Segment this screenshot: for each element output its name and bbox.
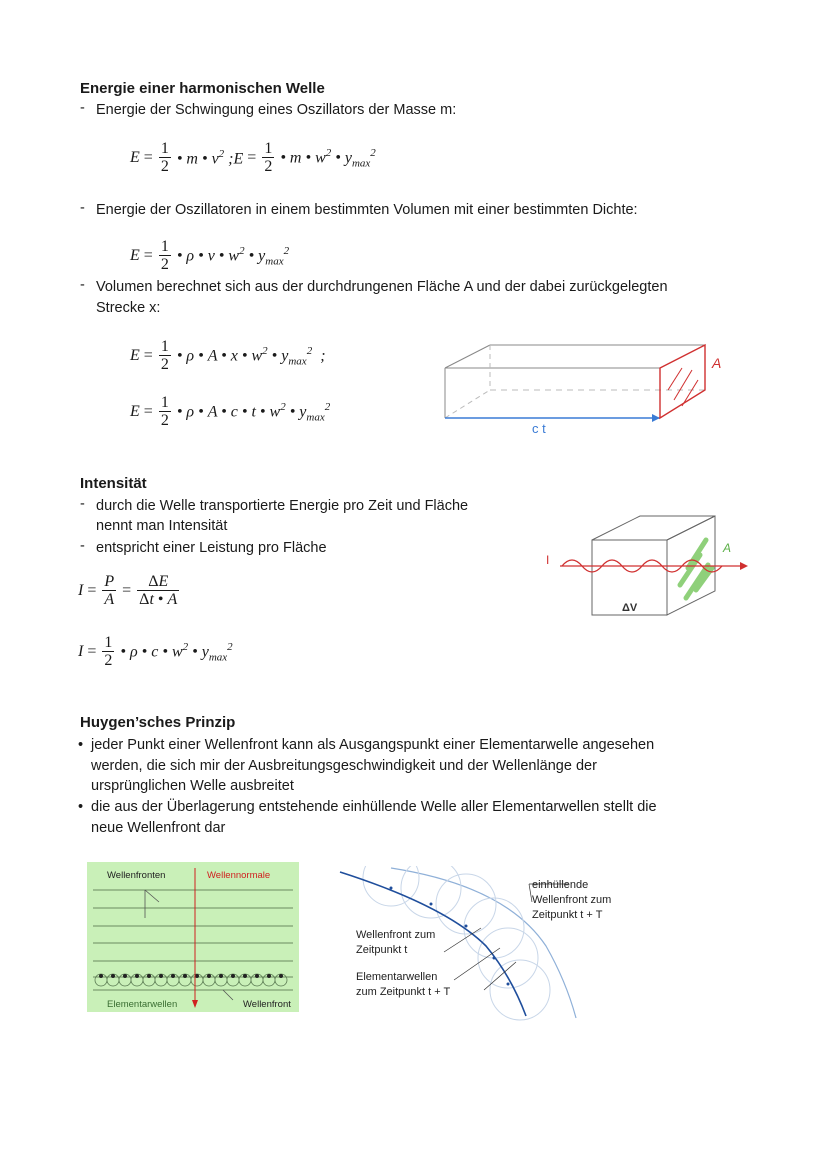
bullet-text: durch die Welle transportierte Energie pro Zeit und Fläche	[96, 498, 469, 514]
bullet-text: nennt man Intensität	[96, 518, 228, 534]
dash-bullet: -	[80, 538, 85, 554]
bullet-text: Energie der Schwingung eines Oszillators der Masse m:	[96, 102, 457, 118]
formula-intensity: I = $\frac{1}{2}$ • ρ • c • $w^2$ • $y_{max}^2$	[78, 634, 233, 669]
bullet-text: ursprünglichen Welle ausbreitet	[91, 778, 294, 794]
formula-intensity-def: I = $\frac{P}{A}$ = $\frac{\Delta E}{\Delta t • A}$	[78, 573, 178, 608]
envelope-label: einhüllende	[532, 879, 589, 891]
formula-volume-energy: E = $\frac{1}{2}$ • ρ • v • $w^2$ • $y_{max}^2$	[130, 238, 290, 273]
section-title-energy: Energie einer harmonischen Welle	[80, 80, 325, 97]
bullet-text: die aus der Überlagerung entstehende einhüllende Welle aller Elementarwellen stellt die	[91, 799, 657, 815]
dash-bullet: -	[80, 200, 85, 216]
bullet-text: neue Wellenfront dar	[91, 820, 226, 836]
bullet-text: Energie der Oszillatoren in einem bestimmten Volumen mit einer bestimmten Dichte:	[96, 202, 638, 218]
bullet-text: jeder Punkt einer Wellenfront kann als Ausgangspunkt einer Elementarwelle angesehen	[91, 737, 655, 753]
dash-bullet: -	[80, 277, 85, 293]
envelope-label: Wellenfront zum	[532, 894, 612, 906]
envelope-label: Zeitpunkt t + T	[532, 909, 603, 921]
formula-oscillator-energy: E = $\frac{1}{2}$ • m • $v^2$ ;E = $\frac{1}{2}$ • m • $w^2$ • $y_{max}^2$	[130, 140, 376, 175]
length-label: c t	[532, 421, 546, 436]
volume-box-figure	[440, 340, 740, 440]
dash-bullet: -	[80, 496, 85, 512]
section-title-intensity: Intensität	[80, 475, 147, 492]
front-label: Zeitpunkt t	[356, 944, 408, 956]
dash-bullet: -	[80, 100, 85, 116]
plane-wavefront-figure	[87, 862, 299, 1012]
front-label: Wellenfront zum	[356, 929, 436, 941]
volume-label: ΔV	[622, 602, 638, 614]
elementary-label: zum Zeitpunkt t + T	[356, 986, 451, 998]
bullet-text: Strecke x:	[96, 300, 161, 316]
area-label: A	[712, 355, 722, 371]
bullet-text: werden, die sich mir der Ausbreitungsgeschwindigkeit und der Wellenlänge der	[91, 758, 597, 774]
curved-wavefront-figure	[336, 866, 636, 1022]
bullet-dot: •	[78, 737, 84, 753]
section-title-huygens: Huygen’sches Prinzip	[80, 714, 236, 731]
formula-area-energy: E = $\frac{1}{2}$ • ρ • A • x • $w^2$ • $y_{max}^2$ ;	[130, 338, 326, 373]
wavefront-label: Wellenfront	[243, 999, 291, 1010]
bullet-dot: •	[78, 799, 84, 815]
bullet-text: entspricht einer Leistung pro Fläche	[96, 540, 327, 556]
elementary-label: Elementarwellen	[356, 971, 438, 983]
intensity-cube-figure	[540, 510, 760, 622]
bullet-text: Volumen berechnet sich aus der durchdrungenen Fläche A und der dabei zurückgelegten	[96, 279, 668, 295]
elementary-waves-label: Elementarwellen	[107, 999, 178, 1010]
area-label: A	[723, 541, 732, 555]
wave-normal-label: Wellennormale	[207, 870, 271, 881]
intensity-label: I	[546, 553, 550, 567]
formula-time-energy: E = $\frac{1}{2}$ • ρ • A • c • t • $w^2$ • $y_{max}^2$	[130, 394, 331, 429]
wavefronts-label: Wellenfronten	[107, 870, 166, 881]
